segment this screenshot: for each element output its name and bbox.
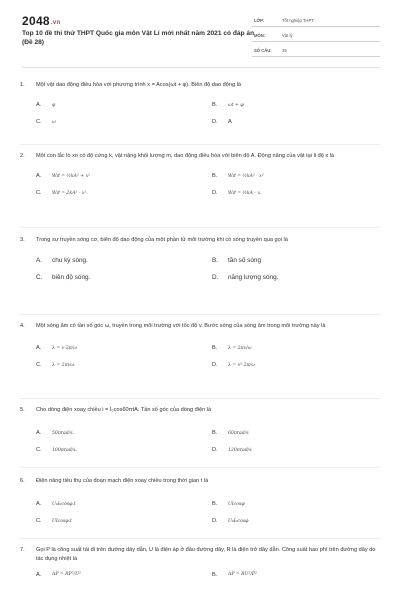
question-3	[20, 236, 382, 286]
option-letter: D.	[212, 447, 218, 454]
info-row-subject	[252, 27, 380, 42]
option-text: Wđ = ½kA - x.	[228, 190, 262, 196]
question-divider	[20, 144, 380, 145]
option-c[interactable]	[36, 357, 212, 374]
option-text: biên độ sóng.	[52, 273, 91, 281]
option-a[interactable]	[36, 168, 212, 185]
option-text: tần số sóng	[228, 256, 262, 264]
option-letter: C.	[36, 362, 42, 369]
option-d[interactable]	[212, 513, 388, 530]
option-letter: D.	[212, 362, 218, 369]
question-stem	[20, 477, 382, 486]
option-b[interactable]	[212, 97, 388, 114]
question-divider	[20, 538, 380, 539]
options	[20, 97, 382, 131]
option-letter: C.	[36, 190, 42, 197]
question-text: Gọi P là công suất tải đi trên đường dây dẫn, U là điện áp ở đầu đường dây, R là điện trở dây dẫn. Công suất hao phí trên đường dây do tác dụng nhiệt là	[36, 547, 376, 562]
option-c[interactable]	[36, 269, 212, 286]
question-number: 5.	[20, 407, 25, 413]
option-letter: A.	[36, 173, 42, 180]
option-a[interactable]	[36, 496, 212, 513]
question-divider	[20, 467, 380, 468]
info-value: Vật lý	[282, 33, 293, 38]
question-stem	[20, 81, 382, 90]
option-b[interactable]	[212, 168, 388, 185]
option-b[interactable]	[212, 425, 388, 442]
option-text: φ	[52, 102, 56, 108]
option-letter: C.	[36, 447, 42, 454]
options	[20, 252, 382, 286]
option-letter: B.	[212, 430, 218, 437]
question-stem	[20, 322, 382, 331]
option-text: chu kỳ sóng.	[52, 256, 88, 264]
option-letter: D.	[212, 273, 219, 281]
info-label: LỚP:	[254, 18, 265, 23]
question-divider	[20, 227, 380, 228]
question-number: 7.	[20, 547, 25, 553]
option-b[interactable]	[212, 496, 388, 513]
option-letter: A.	[36, 256, 43, 264]
question-number: 2.	[20, 153, 25, 159]
question-5	[20, 406, 382, 459]
question-1	[20, 81, 382, 131]
question-stem	[20, 236, 382, 245]
option-letter: A.	[36, 501, 42, 508]
info-row-count	[252, 42, 380, 57]
option-letter: C.	[36, 518, 42, 525]
option-letter: A.	[36, 430, 42, 437]
option-c[interactable]	[36, 442, 212, 459]
question-divider	[20, 314, 380, 315]
option-letter: B.	[212, 345, 218, 352]
option-text: Wđ = 2kA² - x².	[52, 190, 88, 196]
option-letter: D.	[212, 518, 218, 525]
option-b[interactable]	[212, 340, 388, 357]
option-text: A	[228, 119, 232, 126]
question-text: Một con lắc lò xo có độ cứng k, vật nặng khối lượng m, dao động điều hòa với biên độ A. Động năng của vật tại li độ x là	[36, 153, 335, 159]
option-letter: D.	[212, 119, 218, 126]
info-row-class	[252, 12, 380, 27]
question-stem	[20, 406, 382, 415]
option-c[interactable]	[36, 114, 212, 131]
option-letter: B.	[212, 256, 219, 264]
option-c[interactable]	[36, 185, 212, 202]
question-divider	[20, 398, 380, 399]
option-letter: A.	[36, 345, 42, 352]
document-info	[252, 12, 380, 57]
option-text: ΔP = RP²/U²	[52, 572, 81, 578]
option-text: Wđ = ½kA² - x²	[228, 173, 264, 179]
option-text: ΔP = RU²/P²	[228, 572, 257, 578]
option-text: λ = v·2π/ω	[52, 345, 77, 351]
option-d[interactable]	[212, 357, 388, 374]
option-a[interactable]	[36, 340, 212, 357]
option-a[interactable]	[36, 252, 212, 269]
question-number: 6.	[20, 478, 25, 484]
option-letter: B.	[212, 173, 218, 180]
question-stem	[20, 152, 382, 161]
option-text: ωt + φ	[228, 102, 244, 108]
option-a[interactable]	[36, 97, 212, 114]
option-a[interactable]	[36, 566, 212, 583]
option-b[interactable]	[212, 566, 388, 583]
question-7	[20, 546, 382, 583]
logo-text: 2048	[22, 14, 50, 28]
options	[20, 168, 382, 202]
question-2	[20, 152, 382, 202]
question-6	[20, 477, 382, 530]
question-text: Điện năng tiêu thụ của đoạn mạch điện xoay chiều trong thời gian t là	[36, 478, 209, 484]
option-letter: D.	[212, 190, 218, 197]
option-text: λ = 2πvω.	[52, 362, 76, 368]
question-text: Trong sự truyền sóng cơ, biên độ dao động của một phần tử môi trường khi có sóng truyền qua gọi là	[36, 237, 288, 243]
info-value: 39	[282, 48, 287, 53]
option-letter: B.	[212, 571, 218, 578]
question-number: 1.	[20, 82, 25, 88]
option-d[interactable]	[212, 185, 388, 202]
option-text: ω	[52, 119, 56, 125]
option-letter: B.	[212, 102, 218, 109]
option-text: λ = 2πv/ω	[228, 345, 252, 351]
option-text: Wđ = ½kA² + x²	[52, 173, 91, 179]
question-4	[20, 322, 382, 374]
logo-suffix: .vn	[50, 20, 61, 26]
info-label: MÔN:	[254, 33, 266, 38]
option-d[interactable]	[212, 442, 388, 459]
option-letter: B.	[212, 501, 218, 508]
info-value: Tốt nghiệp THPT	[282, 18, 314, 23]
option-text: 100πrad/s.	[52, 447, 78, 453]
option-a[interactable]	[36, 425, 212, 442]
site-logo[interactable]	[22, 14, 60, 28]
options	[20, 425, 382, 459]
question-number: 4.	[20, 323, 25, 329]
option-text: UIcosφ.t	[52, 518, 72, 524]
option-text: U₀I₀cosφ.t	[52, 501, 76, 507]
options	[20, 496, 382, 530]
option-d[interactable]	[212, 269, 388, 286]
option-text: 50πrad/s.	[52, 430, 75, 436]
option-text: U₀I₀cosφ	[228, 518, 249, 524]
option-b[interactable]	[212, 252, 388, 269]
option-letter: A.	[36, 571, 42, 578]
option-letter: C.	[36, 273, 43, 281]
question-number: 3.	[20, 237, 25, 243]
question-stem	[20, 546, 382, 563]
header-divider	[22, 67, 380, 68]
question-text: Cho dòng điện xoay chiều i = I₀cos60πtA. Tần số góc của dòng điện là	[36, 407, 212, 413]
option-text: năng lượng sóng.	[228, 273, 279, 281]
option-text: λ = v²·2π/ω	[228, 362, 255, 368]
document-title: Top 10 đề thi thử THPT Quốc gia môn Vật Lí mới nhất năm 2021 có đáp án (Đề 28)	[22, 30, 255, 47]
option-letter: A.	[36, 102, 42, 109]
option-d[interactable]	[212, 114, 388, 131]
option-text: UIcosφ	[228, 501, 245, 507]
info-label: SỐ CÂU:	[254, 48, 272, 53]
question-text: Một vật dao động điều hòa với phương trình x = Acos(ωt + φ). Biên độ dao động là	[36, 82, 242, 88]
option-text: 120πrad/s	[228, 447, 252, 453]
options	[20, 566, 382, 583]
option-letter: C.	[36, 119, 42, 126]
option-text: 60πrad/s	[228, 430, 249, 436]
question-text: Một sóng âm có tần số góc ω, truyền trong môi trường với tốc độ v. Bước sóng của sóng âm trong môi trường này là	[36, 323, 326, 329]
options	[20, 340, 382, 374]
option-c[interactable]	[36, 513, 212, 530]
